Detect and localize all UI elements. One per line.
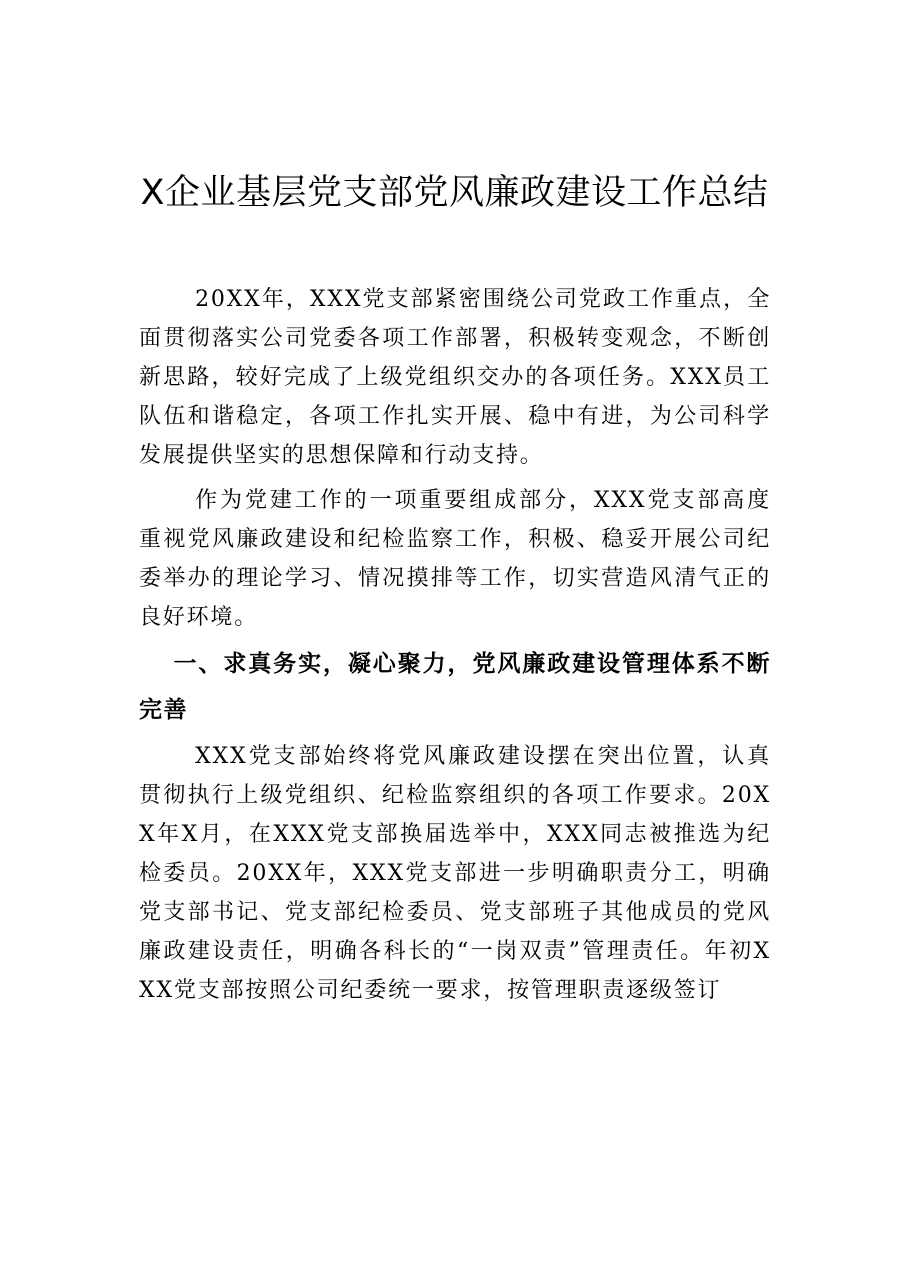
paragraph-overview: 作为党建工作的一项重要组成部分，XXX党支部高度重视党风廉政建设和纪检监察工作，积极、稳妥开展公司纪委举办的理论学习、情况摸排等工作，切实营造风清气正的良好环境。: [139, 488, 771, 630]
document-body: [139, 280, 771, 1010]
document-title: X企业基层党支部党风廉政建设工作总结: [140, 173, 769, 214]
paragraph-section-1: XXX党支部始终将党风廉政建设摆在突出位置，认真贯彻执行上级党组织、纪检监察组织的各项工作要求。20XX年X月，在XXX党支部换届选举中，XXX同志被推选为纪检委员。20XX年，XXX党支部进一步明确职责分工，明确党支部书记、党支部纪检委员、党支部班子其他成员的党风廉政建设责任，明确各科长的“一岗双责”管理责任。年初XXX党支部按照公司纪委统一要求，按管理职责逐级签订: [139, 744, 771, 1003]
paragraph-intro: 20XX年，XXX党支部紧密围绕公司党政工作重点，全面贯彻落实公司党委各项工作部署，积极转变观念，不断创新思路，较好完成了上级党组织交办的各项任务。XXX员工队伍和谐稳定，各项工作扎实开展、稳中有进，为公司科学发展提供坚实的思想保障和行动支持。: [139, 287, 771, 468]
section-heading-1: 一、求真务实，凝心聚力，党风廉政建设管理体系不断完善: [139, 650, 771, 723]
